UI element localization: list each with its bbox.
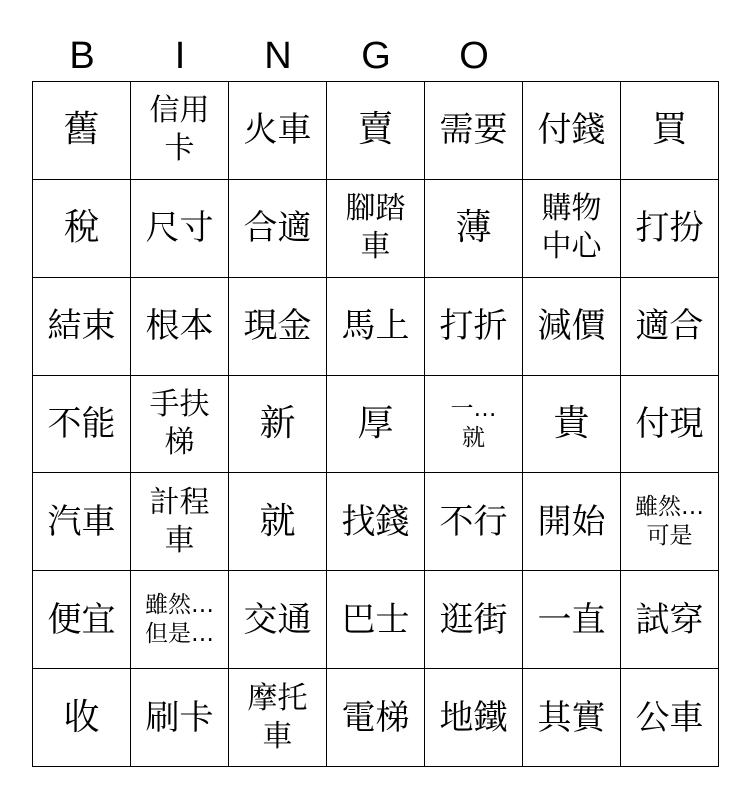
cell-text: 找錢 — [341, 501, 410, 542]
cell-text: 可是 — [646, 522, 693, 549]
cell-text: 現金 — [243, 306, 312, 347]
bingo-cell[interactable] — [621, 278, 719, 376]
cell-text: 就 — [259, 500, 296, 542]
bingo-cell[interactable] — [131, 82, 229, 180]
cell-text: 公車 — [635, 697, 704, 738]
bingo-cell[interactable] — [425, 278, 523, 376]
cell-text: 適合 — [635, 306, 704, 347]
cell-text: 一直 — [537, 599, 606, 640]
cell-text: 刷卡 — [145, 697, 214, 738]
bingo-cell[interactable] — [131, 473, 229, 571]
bingo-cell[interactable] — [327, 82, 425, 180]
cell-text: 合適 — [243, 208, 312, 249]
cell-text: 馬上 — [341, 306, 410, 347]
bingo-cell[interactable] — [131, 180, 229, 278]
cell-text: 卡 — [164, 131, 195, 167]
bingo-cell[interactable] — [33, 376, 131, 474]
bingo-cell[interactable] — [229, 82, 327, 180]
cell-text: 新 — [259, 402, 296, 444]
cell-text: 不能 — [47, 403, 116, 444]
header-letter-i: I — [174, 35, 186, 77]
cell-text: 打折 — [439, 306, 508, 347]
bingo-cell[interactable] — [131, 571, 229, 669]
cell-text: 便宜 — [47, 599, 116, 640]
bingo-cell[interactable] — [621, 571, 719, 669]
header-letter-b: B — [69, 35, 95, 77]
bingo-cell[interactable] — [425, 82, 523, 180]
cell-text: 就 — [462, 424, 485, 451]
bingo-cell[interactable] — [33, 278, 131, 376]
bingo-cell[interactable] — [33, 571, 131, 669]
cell-text: 巴士 — [341, 599, 410, 640]
bingo-cell[interactable] — [229, 473, 327, 571]
cell-text: 打扮 — [635, 208, 704, 249]
bingo-cell[interactable] — [327, 180, 425, 278]
bingo-grid — [32, 81, 719, 767]
cell-text: 付現 — [635, 403, 704, 444]
bingo-cell[interactable] — [327, 376, 425, 474]
bingo-cell[interactable] — [621, 669, 719, 767]
cell-text: 一… — [450, 395, 497, 422]
bingo-cell[interactable] — [523, 180, 621, 278]
cell-text: 交通 — [243, 599, 312, 640]
cell-text: 梯 — [164, 424, 195, 460]
bingo-cell[interactable] — [229, 571, 327, 669]
cell-text: 地鐵 — [439, 697, 508, 738]
cell-text: 不行 — [439, 501, 508, 542]
bingo-cell[interactable] — [523, 376, 621, 474]
bingo-cell[interactable] — [523, 473, 621, 571]
header-letter-o: O — [459, 35, 489, 77]
bingo-cell[interactable] — [327, 278, 425, 376]
cell-text: 試穿 — [635, 599, 704, 640]
bingo-cell[interactable] — [621, 376, 719, 474]
cell-text: 汽車 — [47, 501, 116, 542]
cell-text: 計程 — [149, 484, 210, 520]
bingo-cell[interactable] — [229, 278, 327, 376]
bingo-cell[interactable] — [327, 571, 425, 669]
bingo-cell[interactable] — [523, 82, 621, 180]
bingo-cell[interactable] — [33, 180, 131, 278]
bingo-cell[interactable] — [523, 571, 621, 669]
cell-text: 薄 — [455, 207, 492, 249]
cell-text: 開始 — [537, 501, 606, 542]
bingo-cell[interactable] — [229, 376, 327, 474]
bingo-cell[interactable] — [425, 669, 523, 767]
cell-text: 減價 — [537, 306, 606, 347]
bingo-cell[interactable] — [131, 278, 229, 376]
cell-text: 但是… — [145, 620, 214, 647]
bingo-header — [33, 30, 621, 82]
bingo-cell[interactable] — [131, 669, 229, 767]
bingo-cell[interactable] — [229, 669, 327, 767]
bingo-cell[interactable] — [621, 82, 719, 180]
bingo-cell[interactable] — [33, 473, 131, 571]
header-letter-n: N — [264, 35, 292, 77]
cell-text: 腳踏 — [345, 191, 406, 227]
cell-text: 尺寸 — [145, 208, 214, 249]
bingo-cell[interactable] — [131, 376, 229, 474]
cell-text: 車 — [164, 522, 195, 558]
cell-text: 摩托 — [247, 680, 308, 716]
cell-text: 雖然… — [145, 591, 214, 618]
cell-text: 舊 — [63, 109, 100, 151]
cell-text: 結束 — [47, 306, 116, 347]
bingo-cell[interactable] — [229, 180, 327, 278]
cell-text: 付錢 — [537, 110, 606, 151]
bingo-cell[interactable] — [425, 180, 523, 278]
cell-text: 逛街 — [439, 599, 508, 640]
cell-text: 賣 — [357, 109, 394, 151]
cell-text: 信用 — [149, 93, 210, 129]
cell-text: 車 — [360, 229, 391, 265]
cell-text: 買 — [651, 109, 688, 151]
cell-text: 其實 — [537, 697, 606, 738]
bingo-cell[interactable] — [425, 473, 523, 571]
header-letter-g: G — [361, 35, 391, 77]
cell-text: 中心 — [541, 229, 602, 265]
cell-text: 根本 — [145, 306, 214, 347]
cell-text: 稅 — [63, 207, 100, 249]
cell-text: 貴 — [553, 402, 590, 444]
bingo-cell[interactable] — [33, 669, 131, 767]
bingo-cell[interactable] — [327, 669, 425, 767]
cell-text: 需要 — [439, 110, 508, 151]
cell-text: 雖然… — [635, 493, 704, 520]
cell-text: 電梯 — [341, 697, 410, 738]
bingo-cell[interactable] — [523, 278, 621, 376]
bingo-cell[interactable] — [425, 376, 523, 474]
cell-text: 車 — [262, 718, 293, 754]
cell-text: 厚 — [357, 402, 394, 444]
cell-text: 購物 — [541, 191, 602, 227]
bingo-cell[interactable] — [425, 571, 523, 669]
cell-text: 火車 — [243, 110, 312, 151]
bingo-cell[interactable] — [621, 180, 719, 278]
cell-text: 收 — [63, 696, 100, 738]
bingo-cell[interactable] — [327, 473, 425, 571]
bingo-cell[interactable] — [33, 82, 131, 180]
bingo-cell[interactable] — [621, 473, 719, 571]
bingo-cell[interactable] — [523, 669, 621, 767]
cell-text: 手扶 — [149, 386, 210, 422]
